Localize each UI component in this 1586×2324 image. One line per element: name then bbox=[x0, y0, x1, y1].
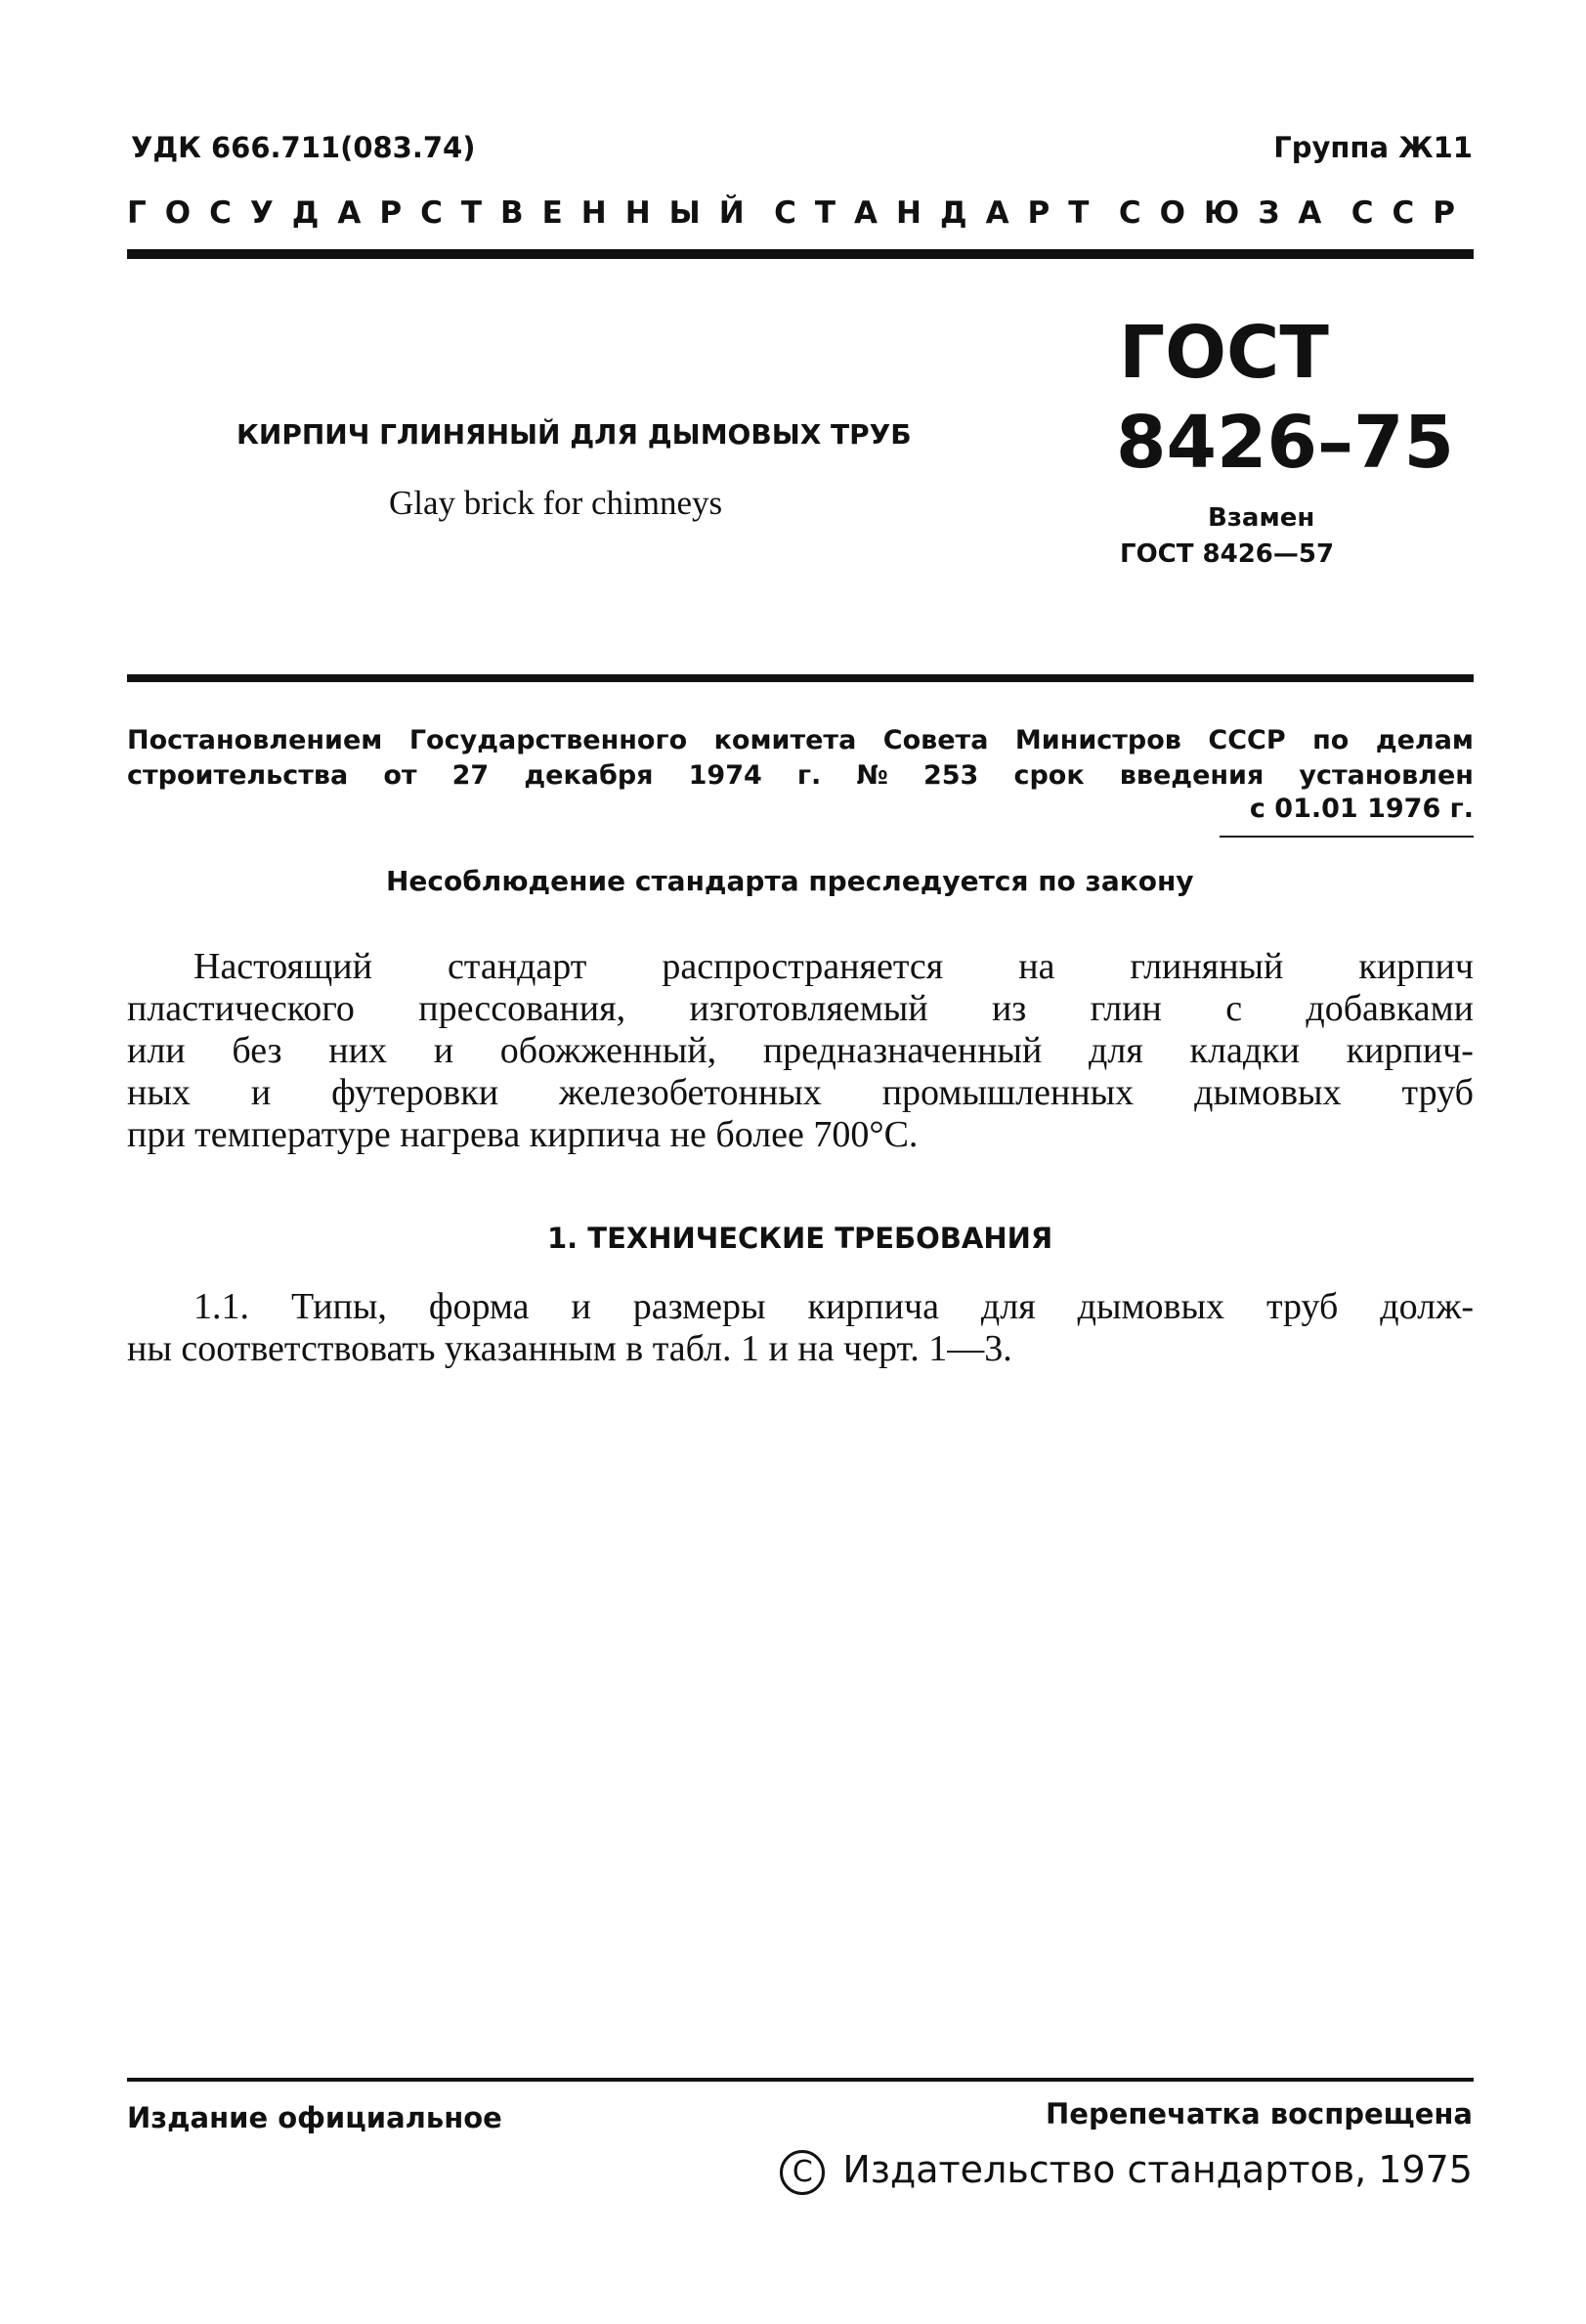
word: срок bbox=[1013, 760, 1085, 791]
word: введения bbox=[1119, 760, 1265, 791]
word: дымовых bbox=[1077, 1286, 1224, 1327]
publisher-line bbox=[780, 2148, 1473, 2195]
decree-line bbox=[127, 758, 1474, 794]
word: дымовых bbox=[1194, 1072, 1342, 1113]
replaces-label: Взамен bbox=[1208, 503, 1315, 533]
word: и bbox=[571, 1286, 591, 1327]
decree-date-underline bbox=[1220, 836, 1474, 838]
word: из bbox=[991, 988, 1027, 1029]
intro-line bbox=[127, 988, 1474, 1030]
word: Государственного bbox=[408, 725, 688, 755]
state-standard-word: СОЮЗА bbox=[1118, 195, 1341, 231]
word: изготовляемый bbox=[689, 988, 928, 1029]
word: по bbox=[1312, 725, 1350, 755]
word: добавками bbox=[1306, 988, 1474, 1029]
state-standard-word: СТАНДАРТ bbox=[774, 195, 1108, 231]
decree-date: с 01.01 1976 г. bbox=[1249, 794, 1474, 824]
word: промышленных bbox=[881, 1072, 1135, 1113]
word: железобетонных bbox=[559, 1072, 822, 1113]
word: кирпич- bbox=[1346, 1030, 1474, 1071]
intro-line: при температуре нагрева кирпича не более 700°С. bbox=[127, 1114, 919, 1155]
word: долж- bbox=[1380, 1286, 1474, 1327]
word: г. bbox=[796, 760, 822, 791]
word: стандарт bbox=[447, 946, 587, 987]
word: них bbox=[328, 1030, 387, 1071]
word: 253 bbox=[922, 760, 979, 791]
word: кирпич bbox=[1358, 946, 1474, 987]
decree-line bbox=[127, 723, 1474, 758]
word: пластического bbox=[127, 988, 355, 1029]
document-title-ru: КИРПИЧ ГЛИНЯНЫЙ ДЛЯ ДЫМОВЫХ ТРУБ bbox=[236, 418, 912, 451]
word: комитета bbox=[713, 725, 857, 755]
word: распространяется bbox=[662, 946, 944, 987]
word: декабря bbox=[524, 760, 654, 791]
copyright-icon: C bbox=[780, 2150, 825, 2195]
word: от bbox=[383, 760, 417, 791]
word: прессования, bbox=[418, 988, 626, 1029]
word: ных bbox=[127, 1072, 191, 1113]
word: на bbox=[1018, 946, 1055, 987]
intro-line bbox=[127, 1030, 1474, 1072]
word: или bbox=[127, 1030, 186, 1071]
legal-warning: Несоблюдение стандарта преследуется по закону bbox=[386, 865, 1194, 897]
gost-label: ГОСТ bbox=[1119, 311, 1329, 395]
word: установлен bbox=[1299, 760, 1474, 791]
section-heading: 1. ТЕХНИЧЕСКИЕ ТРЕБОВАНИЯ bbox=[547, 1222, 1053, 1255]
word: Настоящий bbox=[193, 946, 372, 987]
word: Постановлением bbox=[127, 725, 383, 755]
title-rule bbox=[127, 674, 1474, 682]
word: труб bbox=[1401, 1072, 1474, 1113]
word: глиняный bbox=[1130, 946, 1284, 987]
intro-line bbox=[127, 1072, 1474, 1114]
word: строительства bbox=[127, 760, 349, 791]
group-code: Группа Ж11 bbox=[1273, 131, 1473, 164]
word: 1.1. bbox=[193, 1286, 249, 1327]
word: для bbox=[980, 1286, 1036, 1327]
clause-line bbox=[127, 1286, 1474, 1328]
udk-code: УДК 666.711(083.74) bbox=[131, 131, 476, 164]
word: размеры bbox=[632, 1286, 766, 1327]
word: кладки bbox=[1189, 1030, 1300, 1071]
document-title-en: Glay brick for chimneys bbox=[389, 484, 723, 522]
intro-paragraph bbox=[127, 946, 1474, 1156]
decree-text bbox=[127, 723, 1474, 794]
state-standard-word: ГОСУДАРСТВЕННЫЙ bbox=[127, 195, 763, 231]
word: глин bbox=[1090, 988, 1162, 1029]
word: и bbox=[433, 1030, 454, 1071]
word: с bbox=[1225, 988, 1243, 1029]
header-rule bbox=[127, 249, 1474, 259]
word: без bbox=[232, 1030, 282, 1071]
word: для bbox=[1089, 1030, 1143, 1071]
word: СССР bbox=[1208, 725, 1286, 755]
footer-rule bbox=[127, 2078, 1474, 2082]
word: обожженный, bbox=[499, 1030, 717, 1071]
word: труб bbox=[1265, 1286, 1339, 1327]
clause-paragraph bbox=[127, 1286, 1474, 1370]
word: Типы, bbox=[290, 1286, 387, 1327]
word: футеровки bbox=[331, 1072, 499, 1113]
word: Совета bbox=[882, 725, 989, 755]
gost-number: 8426–75 bbox=[1116, 401, 1454, 485]
word: № bbox=[856, 760, 888, 791]
state-standard-word: ССР bbox=[1350, 195, 1474, 231]
replaces-value: ГОСТ 8426—57 bbox=[1120, 539, 1335, 569]
word: предназначенный bbox=[762, 1030, 1043, 1071]
word: делам bbox=[1375, 725, 1474, 755]
intro-line bbox=[127, 946, 1474, 988]
state-standard-banner bbox=[127, 195, 1474, 231]
publisher-name: Издательство стандартов, 1975 bbox=[842, 2148, 1473, 2191]
word: 27 bbox=[451, 760, 490, 791]
clause-line: ны соответствовать указанным в табл. 1 и на черт. 1—3. bbox=[127, 1328, 1012, 1369]
reprint-notice: Перепечатка воспрещена bbox=[1046, 2097, 1473, 2130]
word: Министров bbox=[1014, 725, 1181, 755]
word: и bbox=[250, 1072, 272, 1113]
word: кирпича bbox=[807, 1286, 939, 1327]
word: форма bbox=[428, 1286, 530, 1327]
edition-label: Издание официальное bbox=[127, 2101, 502, 2134]
word: 1974 bbox=[688, 760, 762, 791]
